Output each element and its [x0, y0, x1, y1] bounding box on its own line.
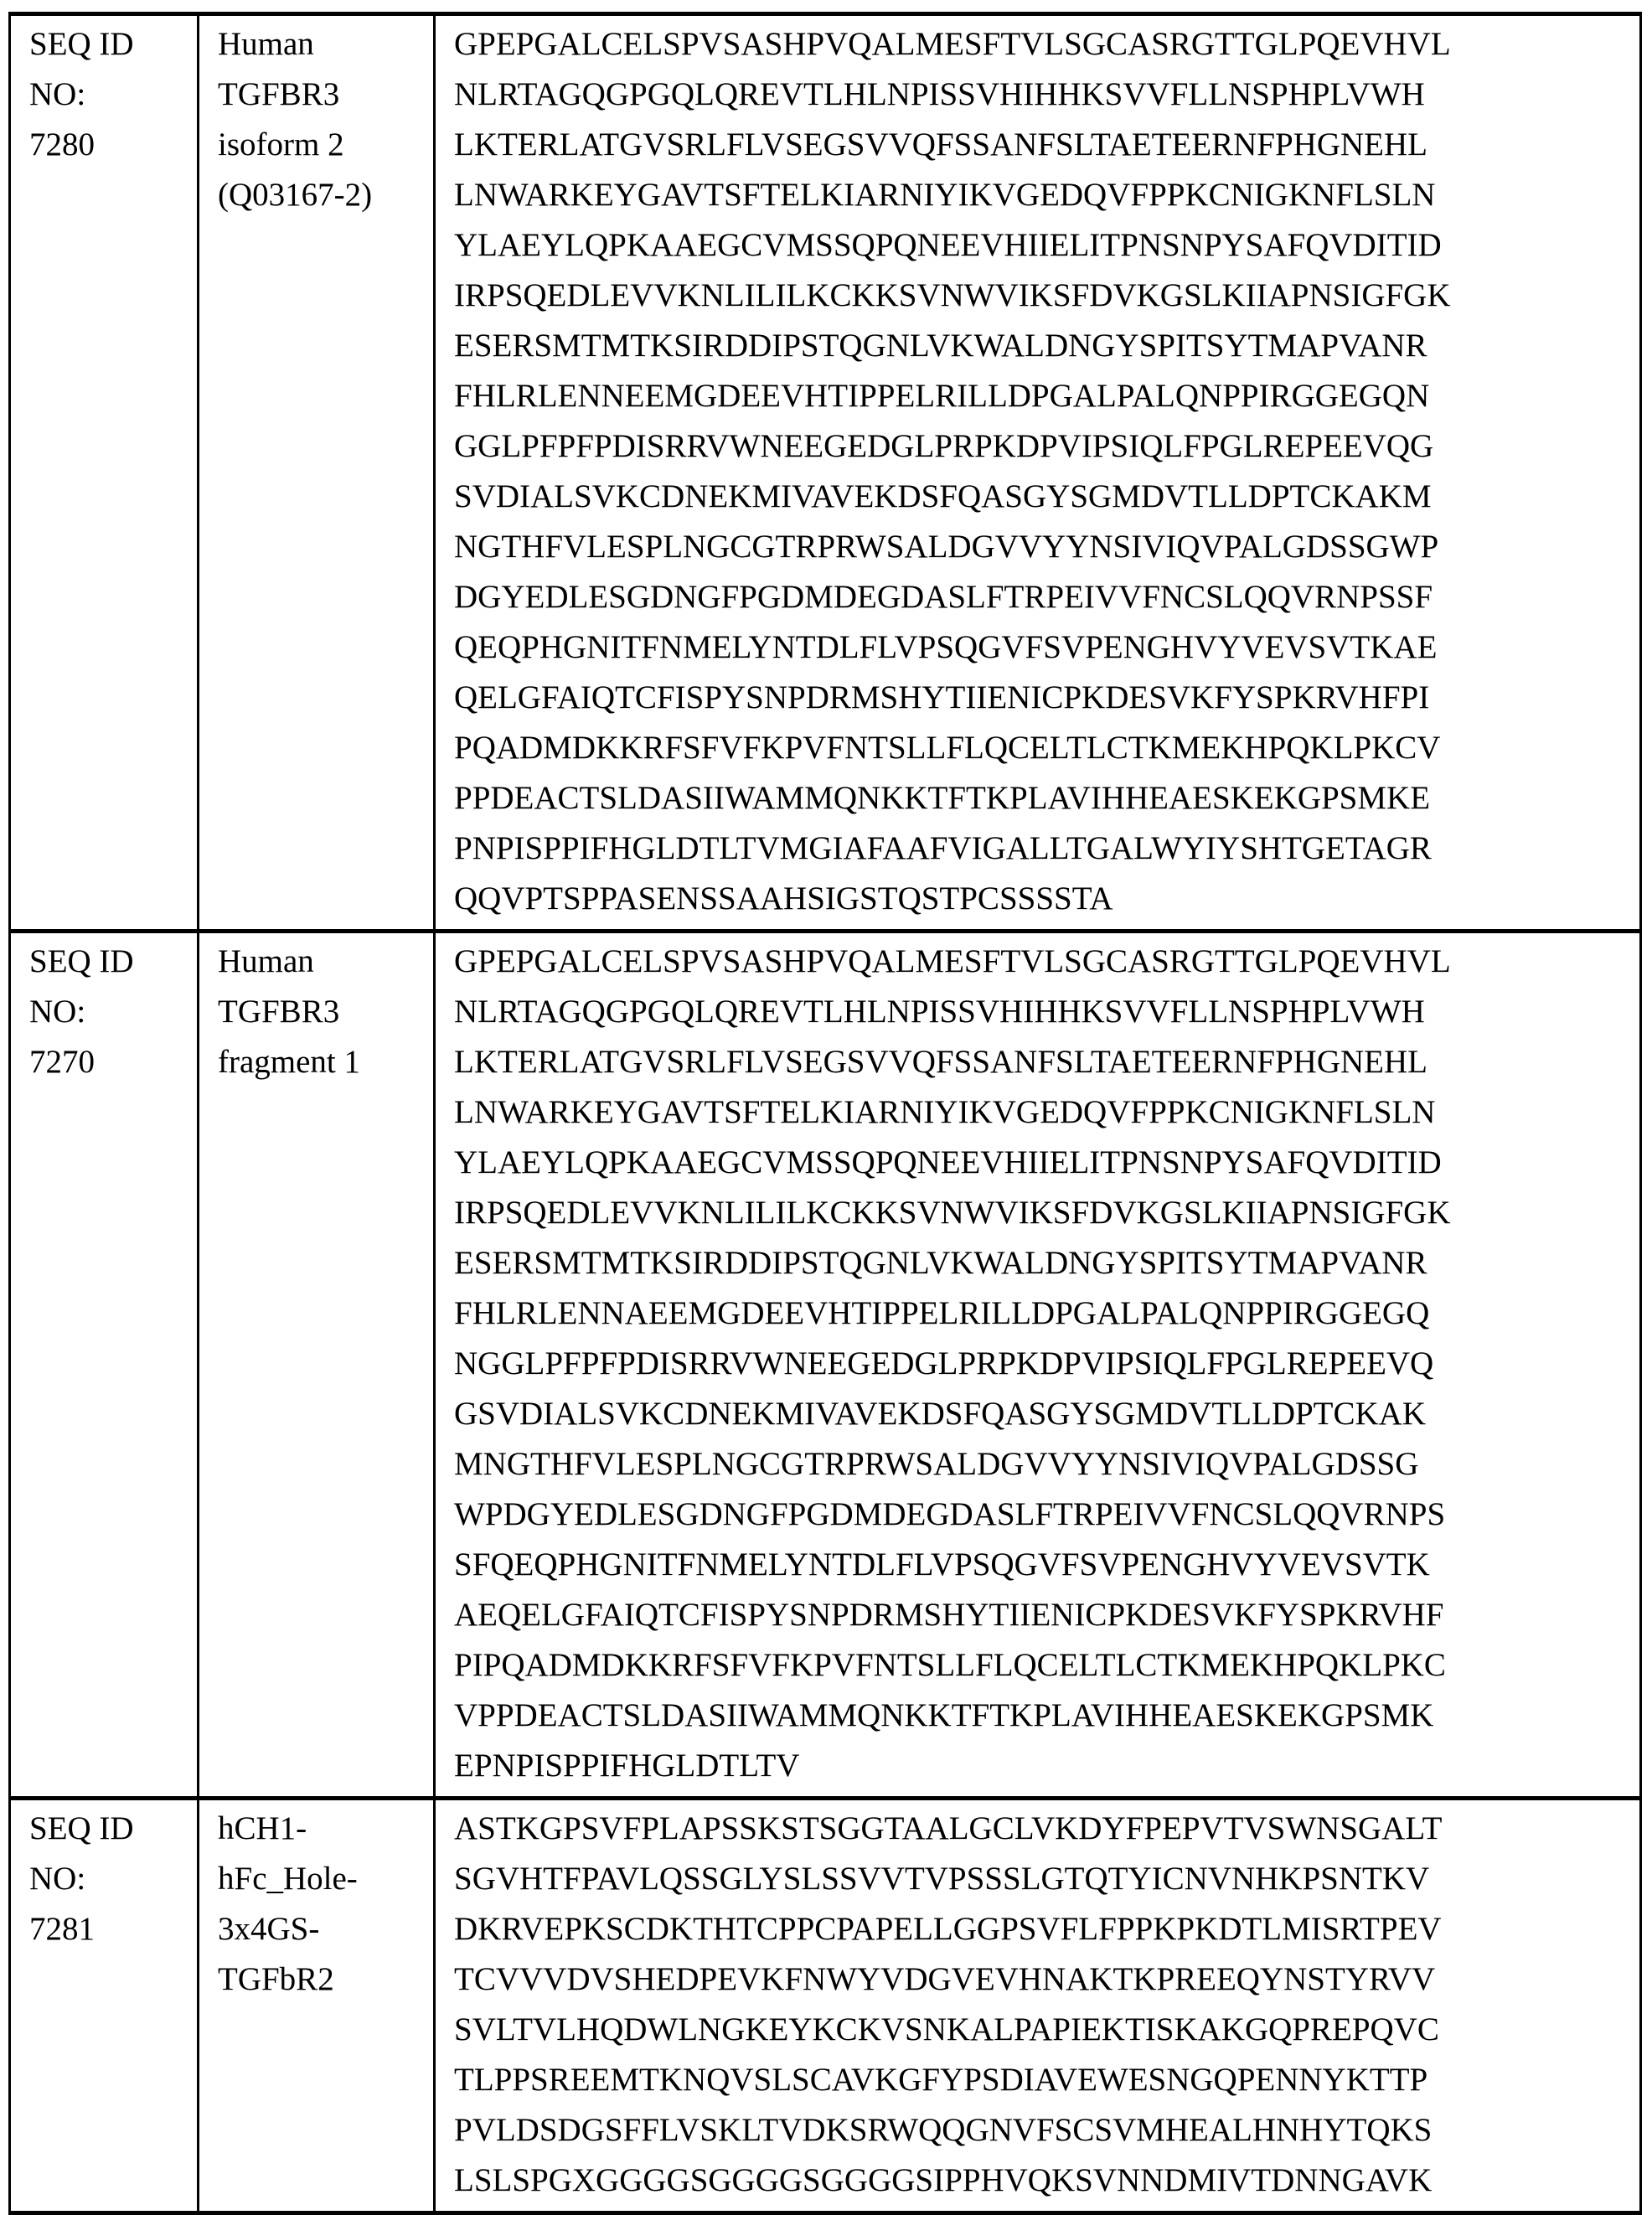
sequence-line: GGLPFPFPDISRRVWNEEGEDGLPRPKDPVIPSIQLFPGLREPEEVQG [454, 428, 1434, 464]
sequence-line: QQVPTSPPASENSSAAHSIGSTQSTPCSSSSTA [454, 880, 1113, 916]
seq-name-line: Human [218, 943, 314, 979]
sequence-line: TLPPSREEMTKNQVSLSCAVKGFYPSDIAVEWESNGQPENNYKTTP [454, 2062, 1428, 2098]
sequence-line: DGYEDLESGDNGFPGDMDEGDASLFTRPEIVVFNCSLQQVRNPSSF [454, 579, 1433, 615]
table-row [10, 14, 1641, 932]
sequence-line: ESERSMTMTKSIRDDIPSTQGNLVKWALDNGYSPITSYTMAPVANR [454, 328, 1427, 364]
seq-id-label: NO: [29, 76, 86, 112]
seq-id-label: SEQ ID [29, 943, 134, 979]
sequence-line: PNPISPPIFHGLDTLTVMGIAFAAFVIGALLTGALWYIYSHTGETAGR [454, 830, 1432, 866]
seq-name-line: isoform 2 [218, 126, 344, 163]
seq-id-label: SEQ ID [29, 1810, 134, 1846]
sequence-line: LKTERLATGVSRLFLVSEGSVVQFSSANFSLTAETEERNFPHGNEHL [454, 126, 1427, 163]
sequence-line: NGGLPFPFPDISRRVWNEEGEDGLPRPKDPVIPSIQLFPGLREPEEVQ [454, 1345, 1434, 1381]
sequence-line: PPDEACTSLDASIIWAMMQNKKTFTKPLAVIHHEAESKEKGPSMKE [454, 780, 1431, 816]
sequence-line: PQADMDKKRFSFVFKPVFNTSLLFLQCELTLCTKMEKHPQKLPKCV [454, 730, 1441, 766]
sequence-line: AEQELGFAIQTCFISPYSNPDRMSHYTIIENICPKDESVKFYSPKRVHF [454, 1597, 1444, 1633]
seq-name-line: 3x4GS- [218, 1911, 320, 1947]
sequence-line: PIPQADMDKKRFSFVFKPVFNTSLLFLQCELTLCTKMEKHPQKLPKC [454, 1647, 1446, 1683]
table-row [10, 1799, 1641, 2213]
sequence-line: SGVHTFPAVLQSSGLYSLSSVVTVPSSSLGTQTYICNVNHKPSNTKV [454, 1861, 1430, 1897]
sequence-line: EPNPISPPIFHGLDTLTV [454, 1748, 800, 1784]
seq-name-cell [199, 1799, 435, 2213]
sequence-line: TCVVVDVSHEDPEVKFNWYVDGVEVHNAKTKPREEQYNSTYRVV [454, 1961, 1436, 1997]
sequence-line: GPEPGALCELSPVSASHPVQALMESFTVLSGCASRGTTGLPQEVHVL [454, 26, 1451, 62]
seq-id-cell [10, 1799, 199, 2213]
sequence-line: MNGTHFVLESPLNGCGTRPRWSALDGVVYYNSIVIQVPALGDSSG [454, 1446, 1419, 1482]
sequence-table [8, 12, 1642, 2215]
sequence-line: SFQEQPHGNITFNMELYNTDLFLVPSQGVFSVPENGHVYVEVSVTK [454, 1546, 1430, 1583]
sequence-line: LSLSPGXGGGGSGGGGSGGGGSIPPHVQKSVNNDMIVTDNNGAVK [454, 2162, 1433, 2198]
sequence-line: NGTHFVLESPLNGCGTRPRWSALDGVVYYNSIVIQVPALGDSSGWP [454, 529, 1439, 565]
seq-id-cell [10, 932, 199, 1799]
seq-id-number: 7280 [29, 126, 95, 163]
sequence-line: ESERSMTMTKSIRDDIPSTQGNLVKWALDNGYSPITSYTMAPVANR [454, 1245, 1427, 1281]
seq-name-cell [199, 932, 435, 1799]
sequence-line: GSVDIALSVKCDNEKMIVAVEKDSFQASGYSGMDVTLLDPTCKAK [454, 1396, 1427, 1432]
sequence-line: QEQPHGNITFNMELYNTDLFLVPSQGVFSVPENGHVYVEVSVTKAE [454, 629, 1438, 665]
sequence-line: YLAEYLQPKAAEGCVMSSQPQNEEVHIIELITPNSNPYSAFQVDITID [454, 227, 1442, 263]
sequence-line: NLRTAGQGPGQLQREVTLHLNPISSVHIHHKSVVFLLNSPHPLVWH [454, 76, 1425, 112]
seq-name-line: hFc_Hole- [218, 1861, 358, 1897]
sequence-line: ASTKGPSVFPLAPSSKSTSGGTAALGCLVKDYFPEPVTVSWNSGALT [454, 1810, 1443, 1846]
seq-name-line: (Q03167-2) [218, 177, 373, 213]
seq-id-label: NO: [29, 1861, 86, 1897]
sequence-line: LNWARKEYGAVTSFTELKIARNIYIKVGEDQVFPPKCNIGKNFLSLN [454, 1094, 1436, 1130]
seq-name-line: Human [218, 26, 314, 62]
sequence-line: FHLRLENNEEMGDEEVHTIPPELRILLDPGALPALQNPPIRGGEGQN [454, 378, 1430, 414]
seq-id-number: 7270 [29, 1044, 95, 1080]
sequence-line: LKTERLATGVSRLFLVSEGSVVQFSSANFSLTAETEERNFPHGNEHL [454, 1044, 1427, 1080]
seq-id-label: NO: [29, 994, 86, 1030]
seq-name-line: fragment 1 [218, 1044, 361, 1080]
seq-name-line: hCH1- [218, 1810, 307, 1846]
seq-id-number: 7281 [29, 1911, 95, 1947]
sequence-line: IRPSQEDLEVVKNLILILKCKKSVNWVIKSFDVKGSLKIIAPNSIGFGK [454, 277, 1451, 313]
seq-name-line: TGFBR3 [218, 76, 340, 112]
seq-id-label: SEQ ID [29, 26, 134, 62]
sequence-line: YLAEYLQPKAAEGCVMSSQPQNEEVHIIELITPNSNPYSAFQVDITID [454, 1144, 1442, 1180]
sequence-line: GPEPGALCELSPVSASHPVQALMESFTVLSGCASRGTTGLPQEVHVL [454, 943, 1451, 979]
sequence-line: PVLDSDGSFFLVSKLTVDKSRWQQGNVFSCSVMHEALHNHYTQKS [454, 2112, 1433, 2148]
sequence-line: SVLTVLHQDWLNGKEYKCKVSNKALPAPIEKTISKAKGQPREPQVC [454, 2011, 1439, 2047]
table-row [10, 932, 1641, 1799]
sequence-cell [435, 932, 1641, 1799]
sequence-line: VPPDEACTSLDASIIWAMMQNKKTFTKPLAVIHHEAESKEKGPSMK [454, 1697, 1434, 1733]
sequence-line: WPDGYEDLESGDNGFPGDMDEGDASLFTRPEIVVFNCSLQQVRNPS [454, 1496, 1446, 1532]
sequence-cell [435, 14, 1641, 932]
sequence-cell [435, 1799, 1641, 2213]
sequence-line: NLRTAGQGPGQLQREVTLHLNPISSVHIHHKSVVFLLNSPHPLVWH [454, 994, 1425, 1030]
sequence-line: FHLRLENNAEEMGDEEVHTIPPELRILLDPGALPALQNPPIRGGEGQ [454, 1295, 1430, 1331]
sequence-line: DKRVEPKSCDKTHTCPPCPAPELLGGPSVFLFPPKPKDTLMISRTPEV [454, 1911, 1442, 1947]
sequence-line: SVDIALSVKCDNEKMIVAVEKDSFQASGYSGMDVTLLDPTCKAKM [454, 478, 1432, 514]
sequence-line: LNWARKEYGAVTSFTELKIARNIYIKVGEDQVFPPKCNIGKNFLSLN [454, 177, 1436, 213]
seq-id-cell [10, 14, 199, 932]
sequence-line: QELGFAIQTCFISPYSNPDRMSHYTIIENICPKDESVKFYSPKRVHFPI [454, 679, 1430, 715]
sequence-table-body [10, 14, 1641, 2213]
seq-name-cell [199, 14, 435, 932]
sequence-line: IRPSQEDLEVVKNLILILKCKKSVNWVIKSFDVKGSLKIIAPNSIGFGK [454, 1195, 1451, 1231]
seq-name-line: TGFbR2 [218, 1961, 334, 1997]
seq-name-line: TGFBR3 [218, 994, 340, 1030]
